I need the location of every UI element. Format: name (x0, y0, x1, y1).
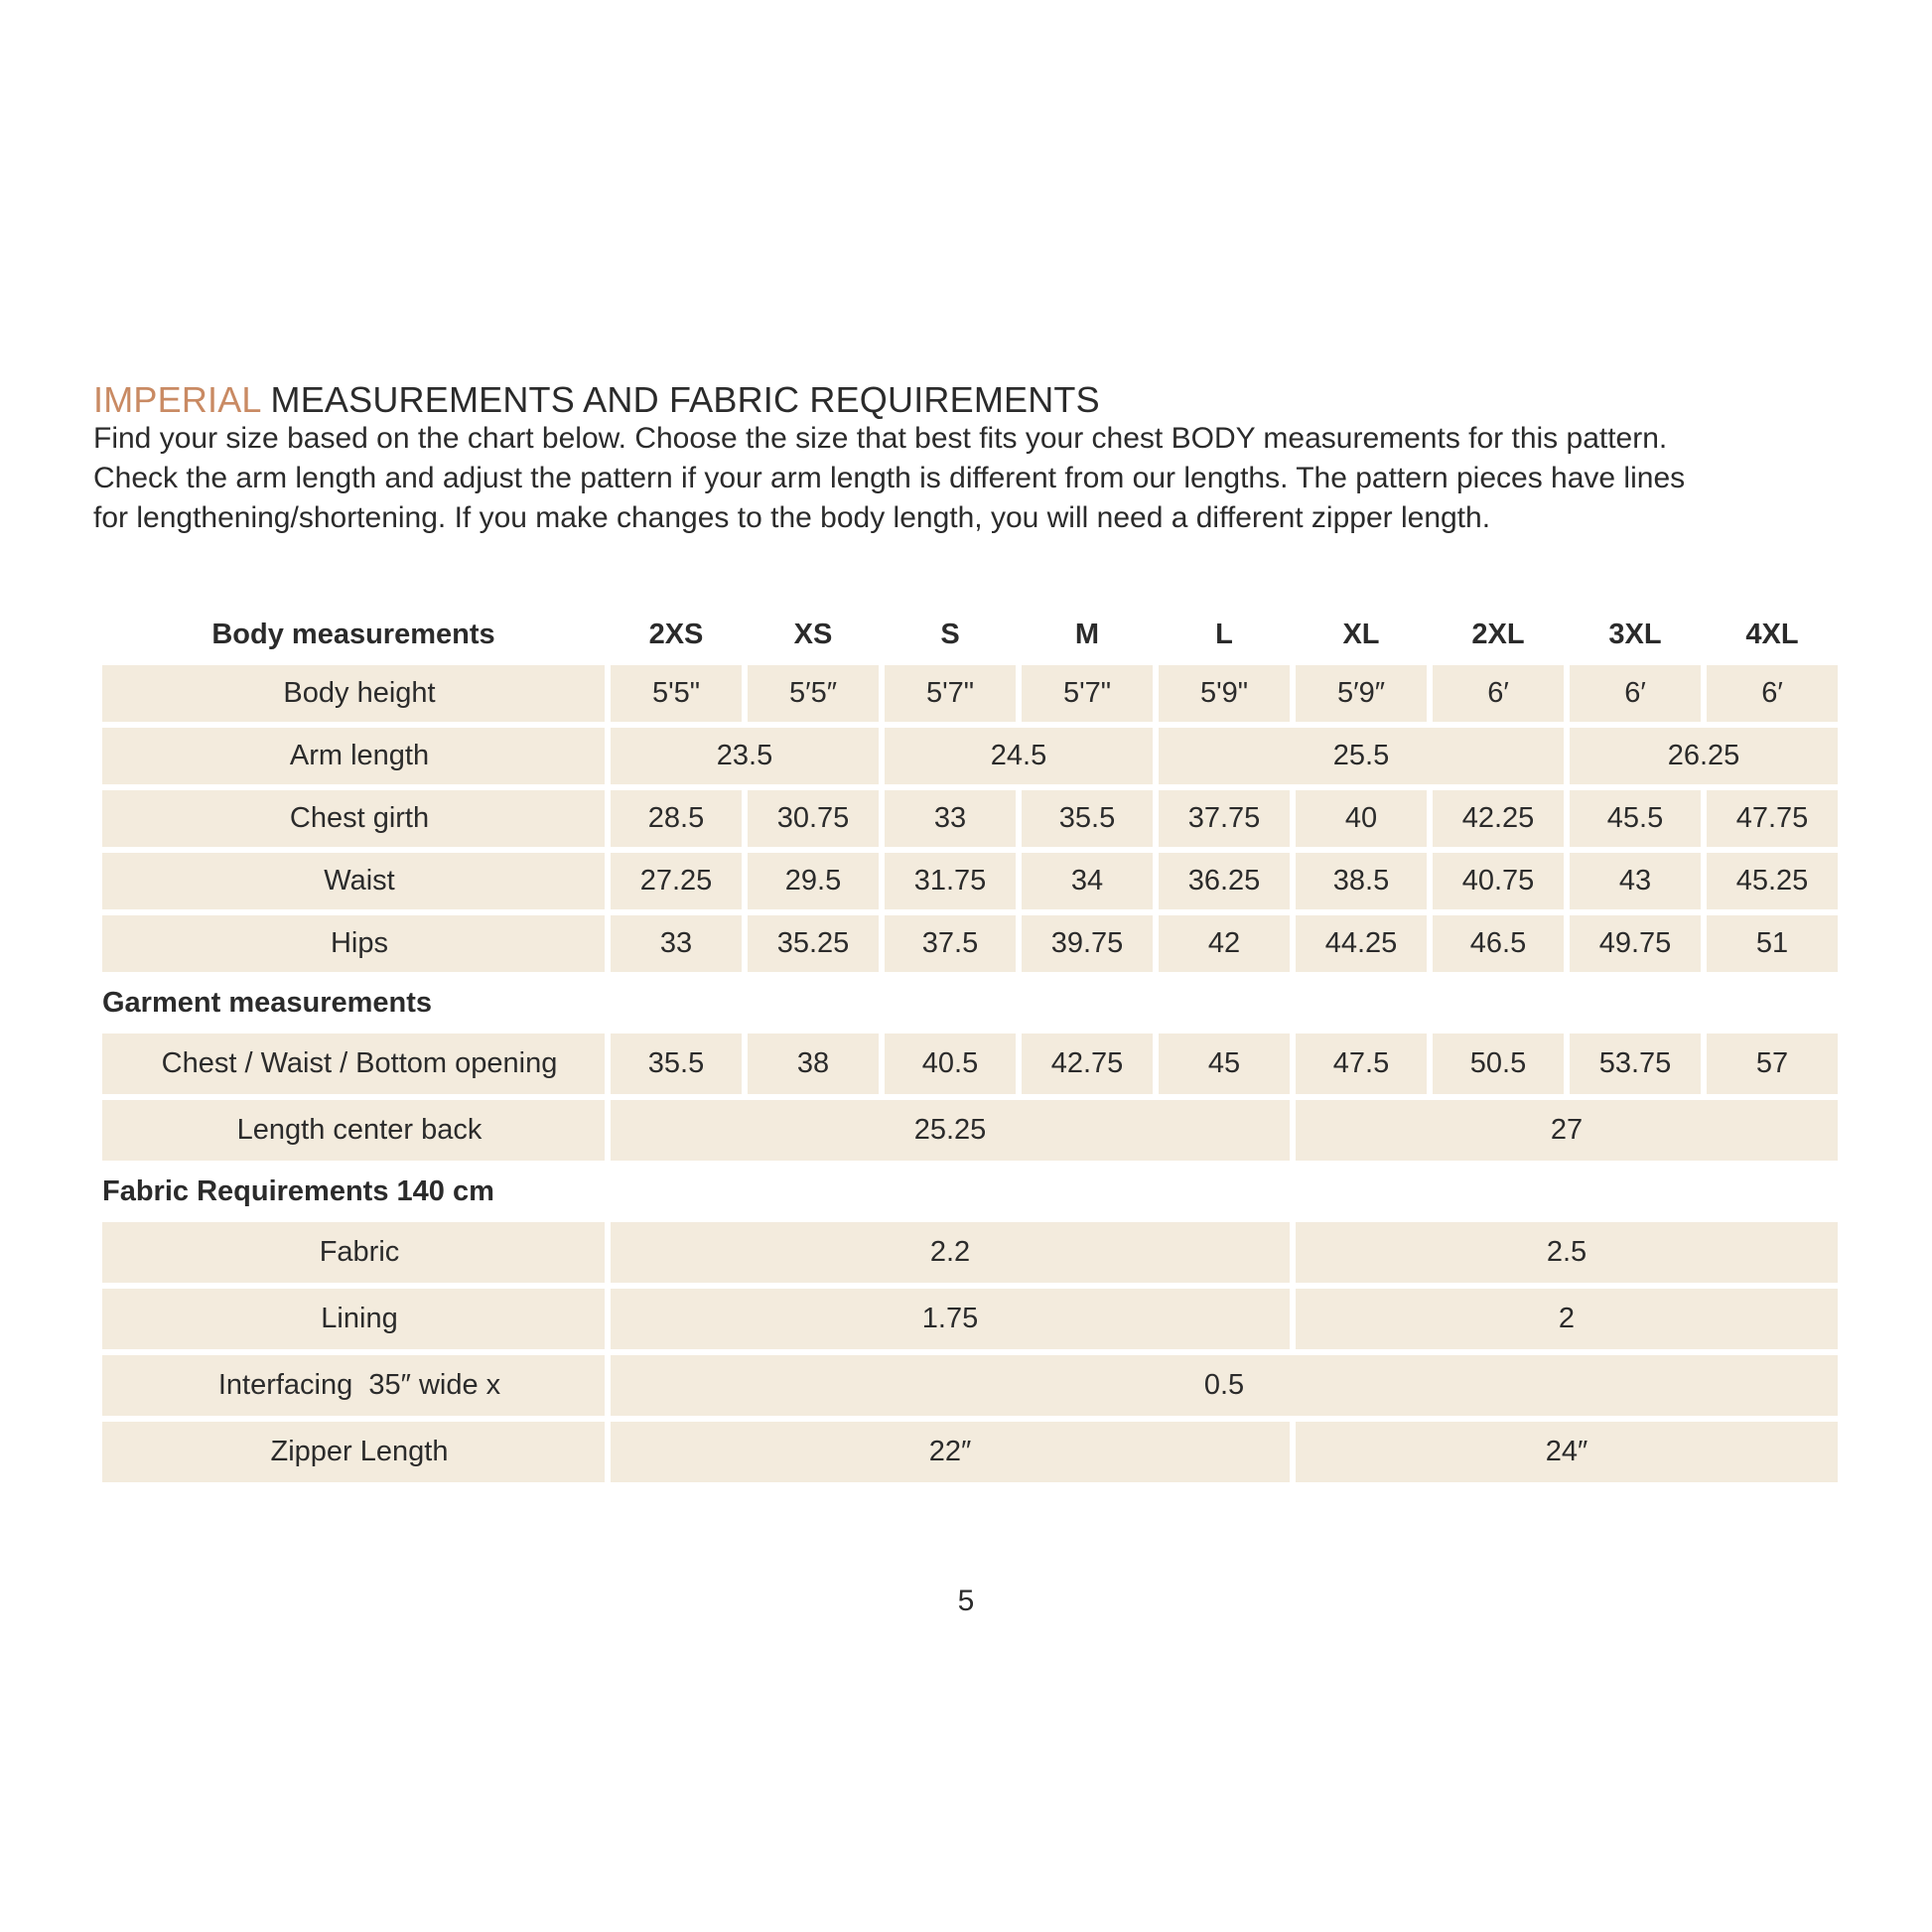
table-row-chest-waist-bottom (102, 1034, 1838, 1094)
table-cell: 29.5 (748, 853, 879, 909)
table-cell: 6′ (1707, 665, 1838, 722)
table-cell: 5'5" (611, 665, 742, 722)
table-cell: 36.25 (1159, 853, 1290, 909)
table-cell: 35.5 (1022, 790, 1153, 847)
table-cell: 33 (611, 915, 742, 972)
table-cell: 24″ (1296, 1422, 1838, 1482)
table-cell: 42 (1159, 915, 1290, 972)
table-cell: 45.5 (1570, 790, 1701, 847)
table-cell: 27.25 (611, 853, 742, 909)
table-cell: 27 (1296, 1100, 1838, 1161)
table-cell: 33 (885, 790, 1016, 847)
table-cell: 44.25 (1296, 915, 1427, 972)
intro-line: Check the arm length and adjust the pattern if your arm length is different from our lengths. The pattern pieces have lines (93, 462, 1686, 494)
body-measurements-header-row (102, 610, 1838, 659)
row-label: Length center back (102, 1100, 605, 1161)
size-header: M (1074, 618, 1100, 650)
intro-line: for lengthening/shortening. If you make changes to the body length, you will need a different zipper length. (93, 501, 1491, 534)
table-cell: 47.5 (1296, 1034, 1427, 1094)
table-cell: 39.75 (1022, 915, 1153, 972)
table-cell: 40.5 (885, 1034, 1016, 1094)
table-cell: 2.5 (1296, 1222, 1838, 1283)
size-header: XS (793, 618, 833, 650)
table-cell: 5'7" (1022, 665, 1153, 722)
size-header: S (940, 618, 960, 650)
table-cell: 5′5″ (748, 665, 879, 722)
table-row-waist (102, 853, 1838, 909)
table-cell: 46.5 (1433, 915, 1564, 972)
table-cell: 5′9″ (1296, 665, 1427, 722)
table-cell: 5'9" (1159, 665, 1290, 722)
row-label: Interfacing 35″ wide x (102, 1355, 605, 1416)
size-chart-table (96, 604, 1844, 1488)
table-cell: 31.75 (885, 853, 1016, 909)
size-header: 4XL (1745, 618, 1799, 650)
table-cell: 25.5 (1159, 728, 1564, 784)
size-header: 2XS (648, 618, 704, 650)
size-header: 2XL (1471, 618, 1525, 650)
row-label: Chest / Waist / Bottom opening (102, 1034, 605, 1094)
table-cell: 42.25 (1433, 790, 1564, 847)
fabric-requirements-header-row (102, 1167, 1838, 1216)
intro-line: Find your size based on the chart below. Choose the size that best fits your chest BODY measurements for this pattern. (93, 422, 1668, 455)
table-cell: 35.25 (748, 915, 879, 972)
page-title (93, 379, 1100, 421)
table-cell: 1.75 (611, 1289, 1290, 1349)
table-row-interfacing (102, 1355, 1838, 1416)
table-cell: 22″ (611, 1422, 1290, 1482)
table-cell: 34 (1022, 853, 1153, 909)
table-row-zipper-length (102, 1422, 1838, 1482)
table-cell: 45.25 (1707, 853, 1838, 909)
table-cell: 43 (1570, 853, 1701, 909)
table-cell: 2.2 (611, 1222, 1290, 1283)
table-cell: 45 (1159, 1034, 1290, 1094)
table-cell: 26.25 (1570, 728, 1838, 784)
row-label: Arm length (102, 728, 605, 784)
table-row-hips (102, 915, 1838, 972)
title-rest: MEASUREMENTS AND FABRIC REQUIREMENTS (260, 379, 1100, 420)
section-header-body: Body measurements (211, 618, 495, 650)
row-label: Zipper Length (102, 1422, 605, 1482)
table-cell: 50.5 (1433, 1034, 1564, 1094)
table-cell: 40 (1296, 790, 1427, 847)
table-cell: 37.75 (1159, 790, 1290, 847)
table-cell: 28.5 (611, 790, 742, 847)
row-label: Waist (102, 853, 605, 909)
table-row-chest-girth (102, 790, 1838, 847)
table-row-length-center-back (102, 1100, 1838, 1161)
table-cell: 24.5 (885, 728, 1153, 784)
table-cell: 0.5 (611, 1355, 1838, 1416)
table-cell: 6′ (1570, 665, 1701, 722)
row-label: Lining (102, 1289, 605, 1349)
table-row-fabric (102, 1222, 1838, 1283)
table-cell: 6′ (1433, 665, 1564, 722)
size-header: L (1215, 618, 1233, 650)
table-row-lining (102, 1289, 1838, 1349)
garment-measurements-header-row (102, 978, 1838, 1028)
table-cell: 35.5 (611, 1034, 742, 1094)
table-cell: 38.5 (1296, 853, 1427, 909)
row-label: Body height (102, 665, 605, 722)
section-header-fabric: Fabric Requirements 140 cm (102, 1174, 494, 1207)
table-cell: 25.25 (611, 1100, 1290, 1161)
table-cell: 38 (748, 1034, 879, 1094)
table-cell: 40.75 (1433, 853, 1564, 909)
page-number: 5 (957, 1585, 975, 1617)
table-cell: 47.75 (1707, 790, 1838, 847)
section-header-garment: Garment measurements (102, 986, 433, 1019)
size-header: 3XL (1608, 618, 1662, 650)
table-row-body-height (102, 665, 1838, 722)
row-label: Fabric (102, 1222, 605, 1283)
table-cell: 53.75 (1570, 1034, 1701, 1094)
table-cell: 51 (1707, 915, 1838, 972)
row-label: Hips (102, 915, 605, 972)
table-cell: 57 (1707, 1034, 1838, 1094)
table-cell: 42.75 (1022, 1034, 1153, 1094)
table-cell: 2 (1296, 1289, 1838, 1349)
size-header: XL (1342, 618, 1380, 650)
table-row-arm-length (102, 728, 1838, 784)
table-cell: 37.5 (885, 915, 1016, 972)
table-cell: 23.5 (611, 728, 879, 784)
row-label: Chest girth (102, 790, 605, 847)
table-cell: 49.75 (1570, 915, 1701, 972)
title-accent: IMPERIAL (93, 379, 261, 420)
intro-text (93, 419, 1880, 538)
table-cell: 30.75 (748, 790, 879, 847)
table-cell: 5'7" (885, 665, 1016, 722)
